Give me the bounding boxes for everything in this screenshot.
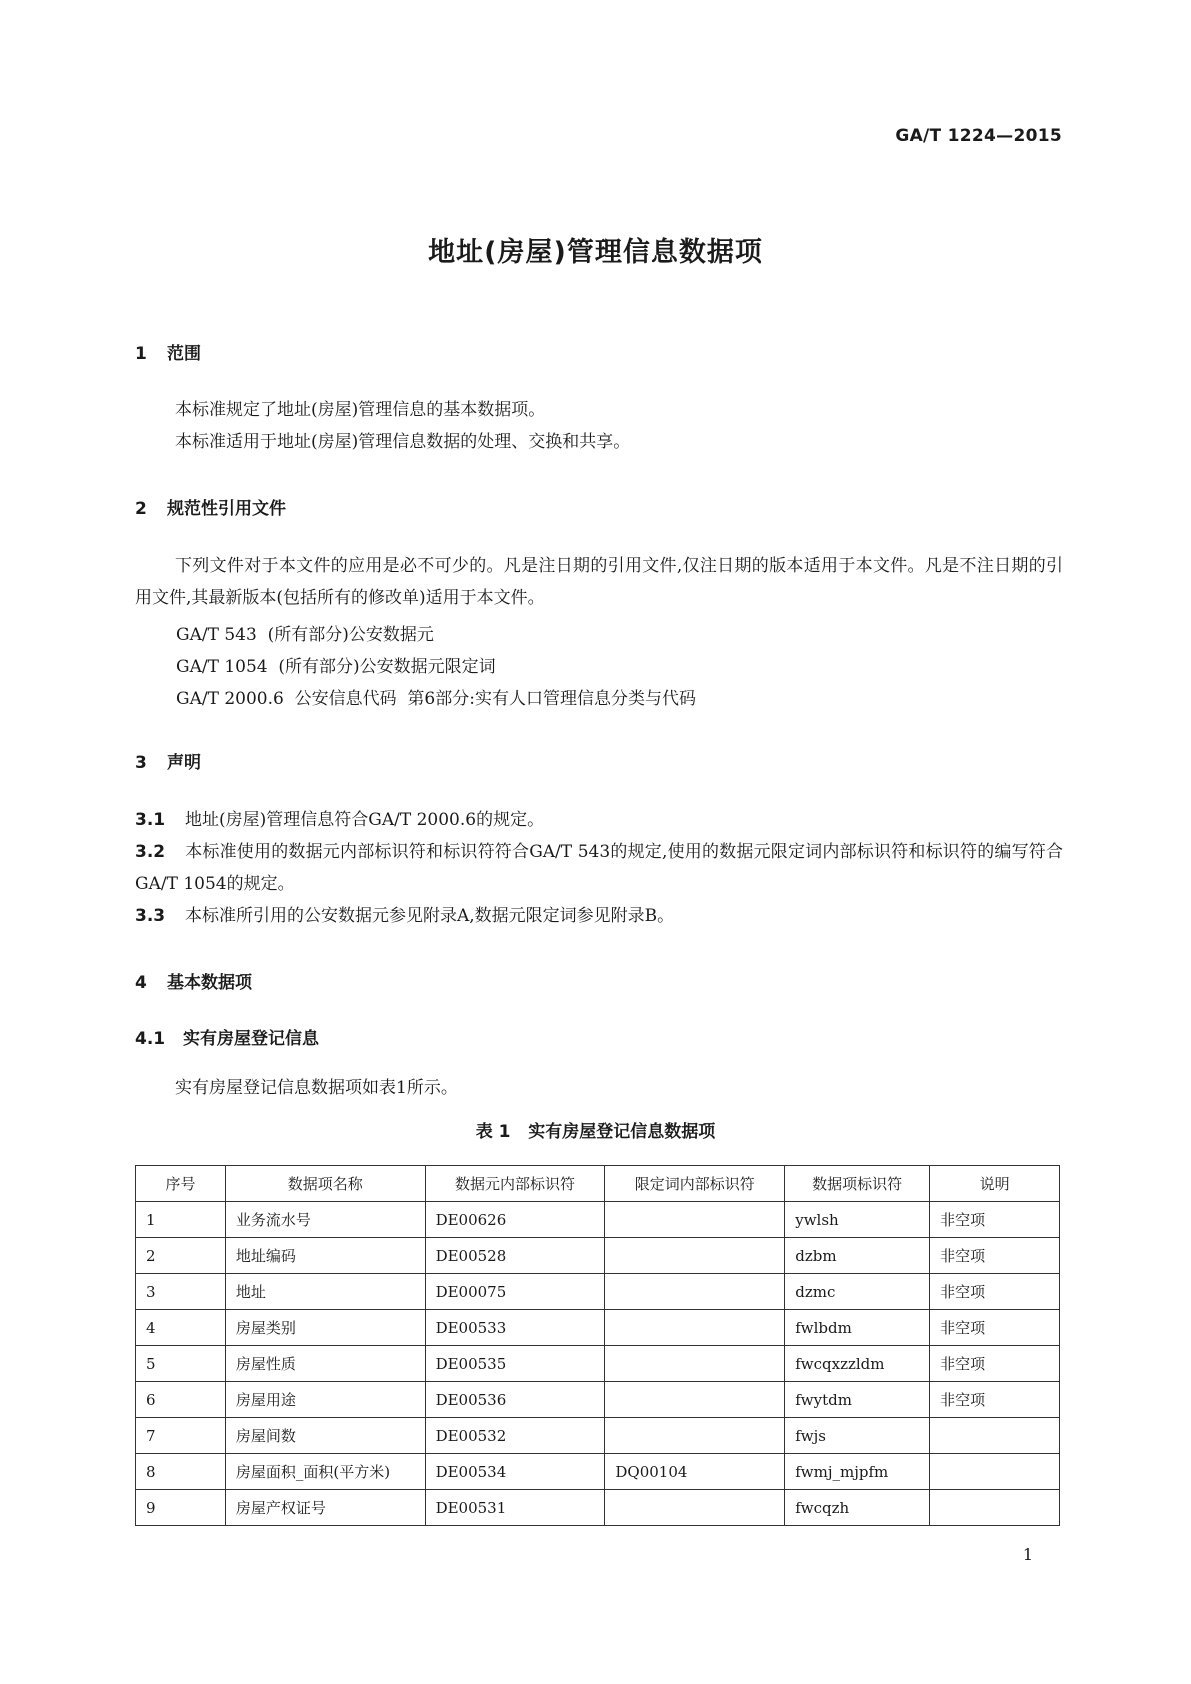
subsection-4-1-heading: [135, 1024, 319, 1049]
table-cell: DE00528: [425, 1238, 605, 1274]
table-cell: [930, 1418, 1060, 1454]
page-number: 1: [1022, 1545, 1033, 1564]
section-number: 4.1: [135, 1029, 166, 1049]
clause-text: 地址(房屋)管理信息符合GA/T 2000.6的规定。: [185, 810, 545, 830]
column-header: 说明: [930, 1166, 1060, 1202]
table-cell: [930, 1454, 1060, 1490]
table-cell: 3: [136, 1274, 226, 1310]
column-header: 数据元内部标识符: [425, 1166, 605, 1202]
table-cell: 房屋类别: [225, 1310, 425, 1346]
table-cell: fwjs: [785, 1418, 930, 1454]
references-intro: 下列文件对于本文件的应用是必不可少的。凡是注日期的引用文件,仅注日期的版本适用于本文件。凡是不注日期的引用文件,其最新版本(包括所有的修改单)适用于本文件。: [135, 556, 1063, 608]
section-4-heading: [135, 968, 252, 993]
table-cell: DE00531: [425, 1490, 605, 1526]
reference-item: GA/T 543 (所有部分)公安数据元: [176, 625, 434, 645]
standard-code: GA/T 1224—2015: [895, 126, 1062, 146]
table-cell: 9: [136, 1490, 226, 1526]
table-cell: 房屋性质: [225, 1346, 425, 1382]
table-cell: 房屋面积_面积(平方米): [225, 1454, 425, 1490]
table-cell: 房屋间数: [225, 1418, 425, 1454]
table-cell: 非空项: [930, 1238, 1060, 1274]
reference-item: GA/T 2000.6 公安信息代码 第6部分:实有人口管理信息分类与代码: [176, 689, 696, 709]
section-title: 范围: [167, 344, 201, 364]
table-row: [136, 1418, 1060, 1454]
section-title: 实有房屋登记信息: [183, 1029, 319, 1049]
table-cell: 5: [136, 1346, 226, 1382]
table-caption: 表 1 实有房屋登记信息数据项: [475, 1122, 716, 1142]
table-cell: DE00533: [425, 1310, 605, 1346]
table-cell: 非空项: [930, 1202, 1060, 1238]
table-cell: 非空项: [930, 1274, 1060, 1310]
section-2-heading: [135, 494, 286, 519]
table-cell: 6: [136, 1382, 226, 1418]
clause-text: 本标准所引用的公安数据元参见附录A,数据元限定词参见附录B。: [185, 906, 675, 926]
table-cell: fwcqxzzldm: [785, 1346, 930, 1382]
table-cell: dzmc: [785, 1274, 930, 1310]
table-cell: 业务流水号: [225, 1202, 425, 1238]
clause-number: 3.3: [135, 906, 166, 926]
table-cell: DE00626: [425, 1202, 605, 1238]
table-row: [136, 1454, 1060, 1490]
table-cell: fwmj_mjpfm: [785, 1454, 930, 1490]
table-cell: [605, 1238, 785, 1274]
table-cell: fwcqzh: [785, 1490, 930, 1526]
section-number: 2: [135, 499, 147, 519]
table-row: [136, 1274, 1060, 1310]
table-cell: 4: [136, 1310, 226, 1346]
paragraph: 本标准规定了地址(房屋)管理信息的基本数据项。: [175, 400, 546, 420]
document-title: 地址(房屋)管理信息数据项: [428, 237, 763, 268]
table-row: [136, 1382, 1060, 1418]
table-cell: [605, 1310, 785, 1346]
clause-number: 3.1: [135, 810, 166, 830]
paragraph: 实有房屋登记信息数据项如表1所示。: [175, 1078, 458, 1098]
table-cell: DE00535: [425, 1346, 605, 1382]
clause: [135, 836, 1063, 900]
table-row: [136, 1238, 1060, 1274]
table-cell: 房屋用途: [225, 1382, 425, 1418]
table-cell: [605, 1418, 785, 1454]
table-cell: [605, 1490, 785, 1526]
table-cell: dzbm: [785, 1238, 930, 1274]
clause: [135, 900, 1063, 932]
table-cell: 7: [136, 1418, 226, 1454]
column-header: 限定词内部标识符: [605, 1166, 785, 1202]
table-cell: ywlsh: [785, 1202, 930, 1238]
table-cell: 非空项: [930, 1310, 1060, 1346]
section-number: 4: [135, 973, 147, 993]
column-header: 数据项名称: [225, 1166, 425, 1202]
column-header: 序号: [136, 1166, 226, 1202]
section-title: 声明: [167, 753, 201, 773]
table-row: [136, 1310, 1060, 1346]
table-cell: 2: [136, 1238, 226, 1274]
clause-text: 本标准使用的数据元内部标识符和标识符符合GA/T 543的规定,使用的数据元限定词内部标识符和标识符的编写符合GA/T 1054的规定。: [135, 842, 1063, 894]
table-cell: DE00536: [425, 1382, 605, 1418]
table-cell: 8: [136, 1454, 226, 1490]
table-cell: fwlbdm: [785, 1310, 930, 1346]
data-items-table: [135, 1165, 1060, 1526]
clause: [135, 804, 1063, 836]
section-1-heading: [135, 339, 201, 364]
table-cell: DE00532: [425, 1418, 605, 1454]
table-cell: [605, 1346, 785, 1382]
table-cell: 非空项: [930, 1346, 1060, 1382]
table-row: [136, 1202, 1060, 1238]
table-cell: 非空项: [930, 1382, 1060, 1418]
table-cell: 1: [136, 1202, 226, 1238]
clause-number: 3.2: [135, 842, 166, 862]
table-cell: DE00075: [425, 1274, 605, 1310]
table-header-row: [136, 1166, 1060, 1202]
table-cell: DE00534: [425, 1454, 605, 1490]
table-cell: [930, 1490, 1060, 1526]
table-cell: [605, 1202, 785, 1238]
table-cell: 地址编码: [225, 1238, 425, 1274]
table-row: [136, 1346, 1060, 1382]
section-title: 基本数据项: [167, 973, 252, 993]
table-cell: 房屋产权证号: [225, 1490, 425, 1526]
section-number: 1: [135, 344, 147, 364]
column-header: 数据项标识符: [785, 1166, 930, 1202]
table-cell: DQ00104: [605, 1454, 785, 1490]
section-title: 规范性引用文件: [167, 499, 286, 519]
reference-item: GA/T 1054 (所有部分)公安数据元限定词: [176, 657, 496, 677]
table-cell: 地址: [225, 1274, 425, 1310]
section-3-heading: [135, 748, 201, 773]
table-cell: [605, 1382, 785, 1418]
section-number: 3: [135, 753, 147, 773]
table-cell: [605, 1274, 785, 1310]
table-row: [136, 1490, 1060, 1526]
table-cell: fwytdm: [785, 1382, 930, 1418]
paragraph: 本标准适用于地址(房屋)管理信息数据的处理、交换和共享。: [175, 432, 631, 452]
